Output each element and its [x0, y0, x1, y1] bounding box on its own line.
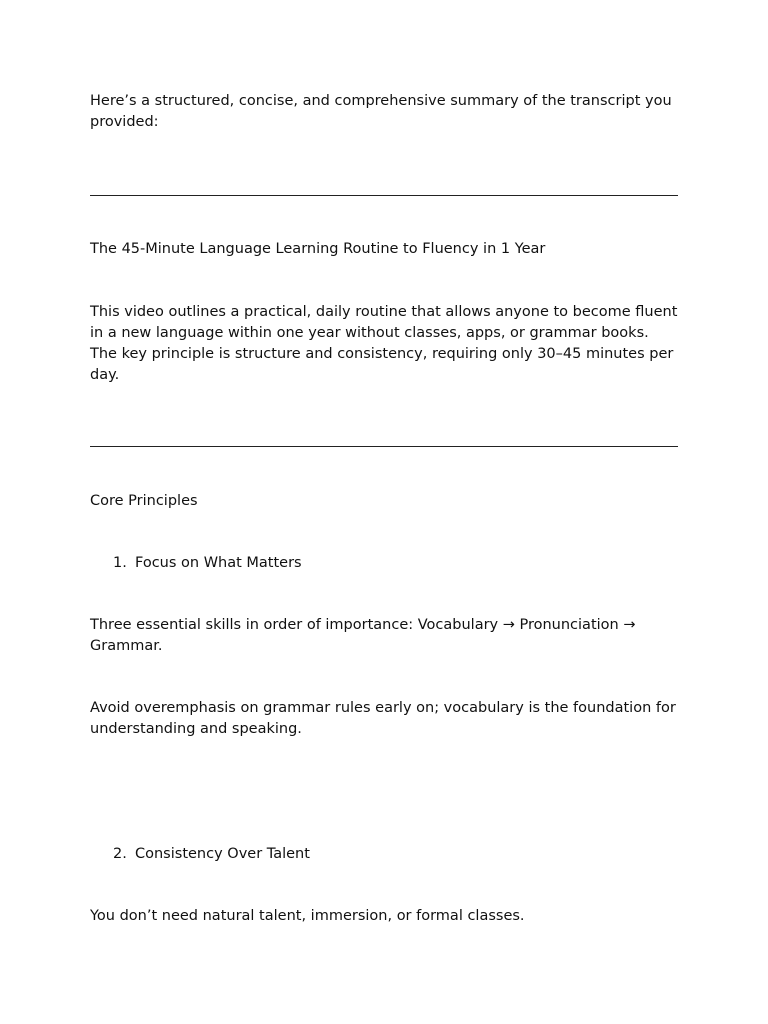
horizontal-divider [90, 195, 678, 196]
body-paragraph: Three essential skills in order of importance: Vocabulary → Pronunciation → Grammar. [90, 617, 636, 654]
numbered-item-heading [113, 553, 302, 574]
document-title: The 45-Minute Language Learning Routine to Fluency in 1 Year [90, 241, 546, 257]
list-number: 2. [113, 846, 127, 862]
intro-paragraph: Here’s a structured, concise, and comprehensive summary of the transcript you provided: [90, 93, 672, 130]
list-item-heading: Consistency Over Talent [135, 846, 310, 862]
body-paragraph: Avoid overemphasis on grammar rules early on; vocabulary is the foundation for understanding and speaking. [90, 700, 676, 737]
body-paragraph: You don’t need natural talent, immersion, or formal classes. [90, 908, 525, 924]
overview-paragraph: This video outlines a practical, daily routine that allows anyone to become fluent in a new language within one year without classes, apps, or grammar books. The key principle is structure and consistency, requiring only 30–45 minutes per day. [90, 304, 678, 383]
list-item-heading: Focus on What Matters [135, 555, 302, 571]
numbered-item-heading [113, 844, 310, 865]
section-heading: Core Principles [90, 493, 198, 509]
horizontal-divider [90, 446, 678, 447]
list-number: 1. [113, 555, 127, 571]
